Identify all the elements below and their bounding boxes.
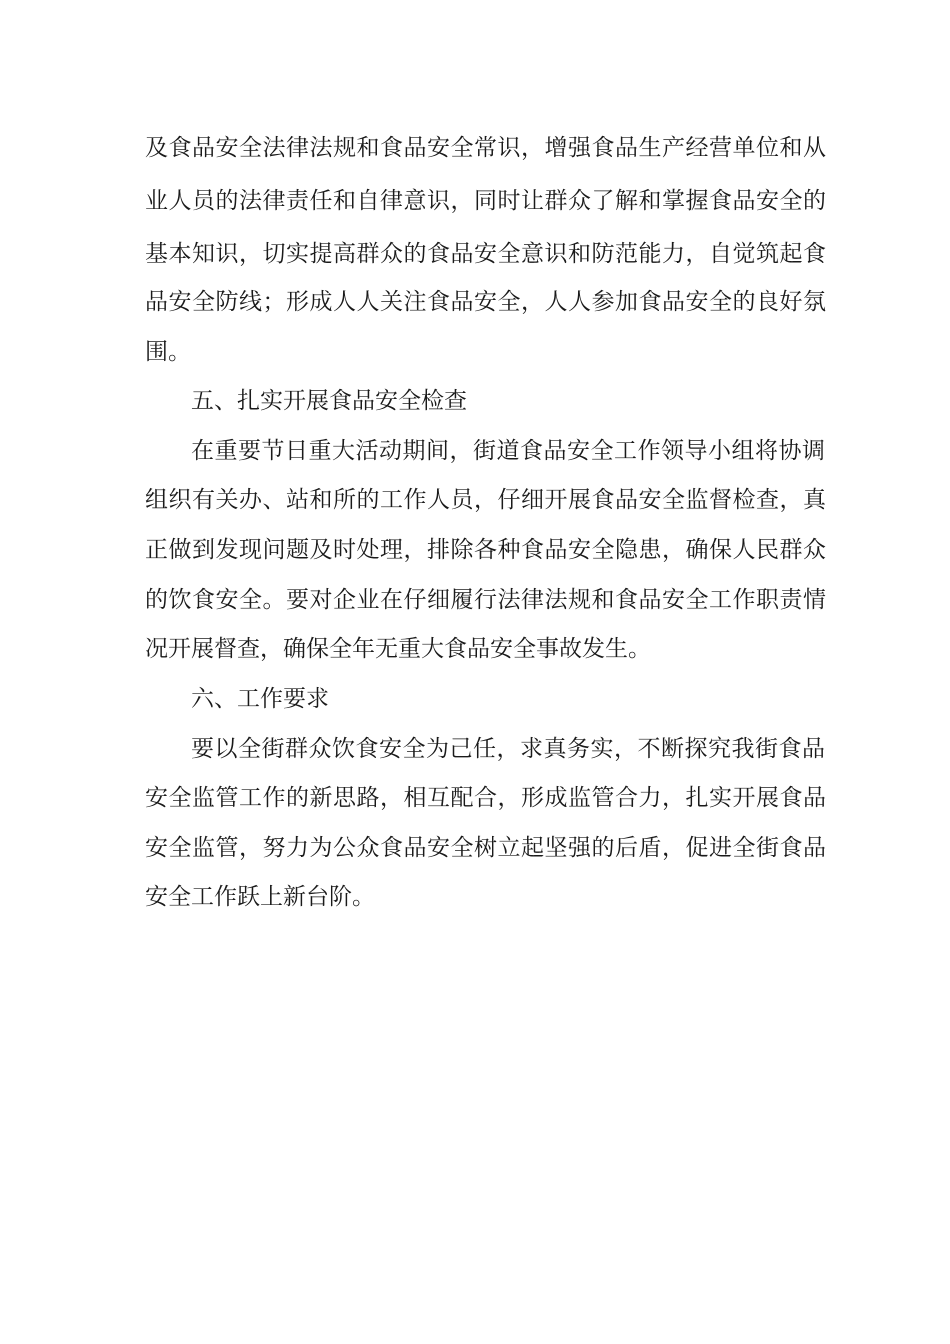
paragraph-line: 组织有关办、站和所的工作人员，仔细开展食品安全监督检查，真 — [145, 487, 827, 513]
section-heading: 六、工作要求 — [191, 686, 329, 712]
paragraph-line: 安全监管，努力为公众食品安全树立起坚强的后盾，促进全街食品 — [145, 835, 827, 861]
paragraph-line: 安全监管工作的新思路，相互配合，形成监管合力，扎实开展食品 — [145, 785, 827, 811]
paragraph-line: 在重要节日重大活动期间，街道食品安全工作领导小组将协调 — [191, 438, 826, 464]
paragraph-line: 品安全防线；形成人人关注食品安全，人人参加食品安全的良好氛 — [145, 289, 827, 315]
section-heading: 五、扎实开展食品安全检查 — [191, 388, 467, 414]
paragraph-line: 正做到发现问题及时处理，排除各种食品安全隐患，确保人民群众 — [145, 537, 827, 563]
paragraph-line: 安全工作跃上新台阶。 — [145, 884, 375, 910]
paragraph-line: 基本知识，切实提高群众的食品安全意识和防范能力，自觉筑起食 — [145, 241, 827, 267]
paragraph-line: 业人员的法律责任和自律意识，同时让群众了解和掌握食品安全的 — [145, 188, 827, 214]
paragraph-line: 况开展督查，确保全年无重大食品安全事故发生。 — [145, 636, 651, 662]
paragraph-line: 围。 — [145, 339, 191, 365]
paragraph-line: 的饮食安全。要对企业在仔细履行法律法规和食品安全工作职责情 — [145, 587, 827, 613]
paragraph-line: 及食品安全法律法规和食品安全常识，增强食品生产经营单位和从 — [145, 135, 827, 161]
paragraph-line: 要以全街群众饮食安全为己任，求真务实，不断探究我街食品 — [191, 736, 826, 762]
